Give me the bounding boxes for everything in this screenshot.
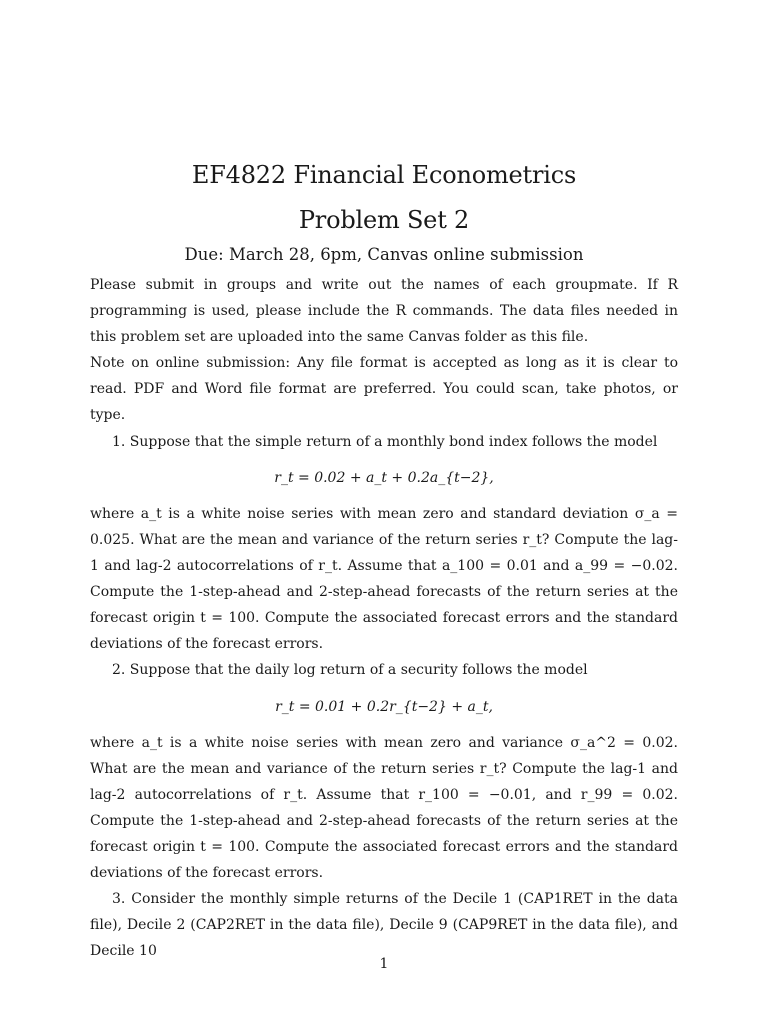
problem-1-intro: 1. Suppose that the simple return of a monthly bond index follows the model xyxy=(112,434,658,450)
problem-set-title: Problem Set 2 xyxy=(298,206,470,234)
course-title: EF4822 Financial Econometrics xyxy=(191,161,577,189)
problem-3-intro: 3. Consider the monthly simple returns of the Decile 1 (CAP1RET in the data file), Decile 2 (CAP2RET in the data file), Decile 9 (CAP9RET in the data file), and Decile 10 xyxy=(90,891,678,959)
due-line: Due: March 28, 6pm, Canvas online submission xyxy=(184,245,584,264)
instructions-paragraph-2: Note on online submission: Any file format is accepted as long as it is clear to read. PDF and Word file format are preferred. You could scan, take photos, or type. xyxy=(90,355,678,423)
problem-2-intro: 2. Suppose that the daily log return of a security follows the model xyxy=(112,662,588,678)
instructions-paragraph-1: Please submit in groups and write out the names of each groupmate. If R programming is used, please include the R commands. The data files needed in this problem set are uploaded into the same Canvas folder as this file. xyxy=(90,277,678,345)
page-number: 1 xyxy=(379,956,389,972)
problem-1-body: where a_t is a white noise series with mean zero and standard deviation σ_a = 0.025. What are the mean and variance of the return series r_t? Compute the lag-1 and lag-2 autocorrelations of r_t. Assume that a_100 = 0.01 and a_99 = −0.02. Compute the 1-step-ahead and 2-step-ahead forecasts of the return series at the forecast origin t = 100. Compute the associated forecast errors and the standard deviations of the forecast errors. xyxy=(90,506,678,652)
problem-1-equation: r_t = 0.02 + a_t + 0.2a_{t−2}, xyxy=(274,470,494,486)
problem-2-equation: r_t = 0.01 + 0.2r_{t−2} + a_t, xyxy=(275,699,493,715)
problem-2-body: where a_t is a white noise series with mean zero and variance σ_a^2 = 0.02. What are the mean and variance of the return series r_t? Compute the lag-1 and lag-2 autocorrelations of r_t. Assume that r_100 = −0.01, and r_99 = 0.02. Compute the 1-step-ahead and 2-step-ahead forecasts of the return series at the forecast origin t = 100. Compute the associated forecast errors and the standard deviations of the forecast errors. xyxy=(90,735,678,881)
